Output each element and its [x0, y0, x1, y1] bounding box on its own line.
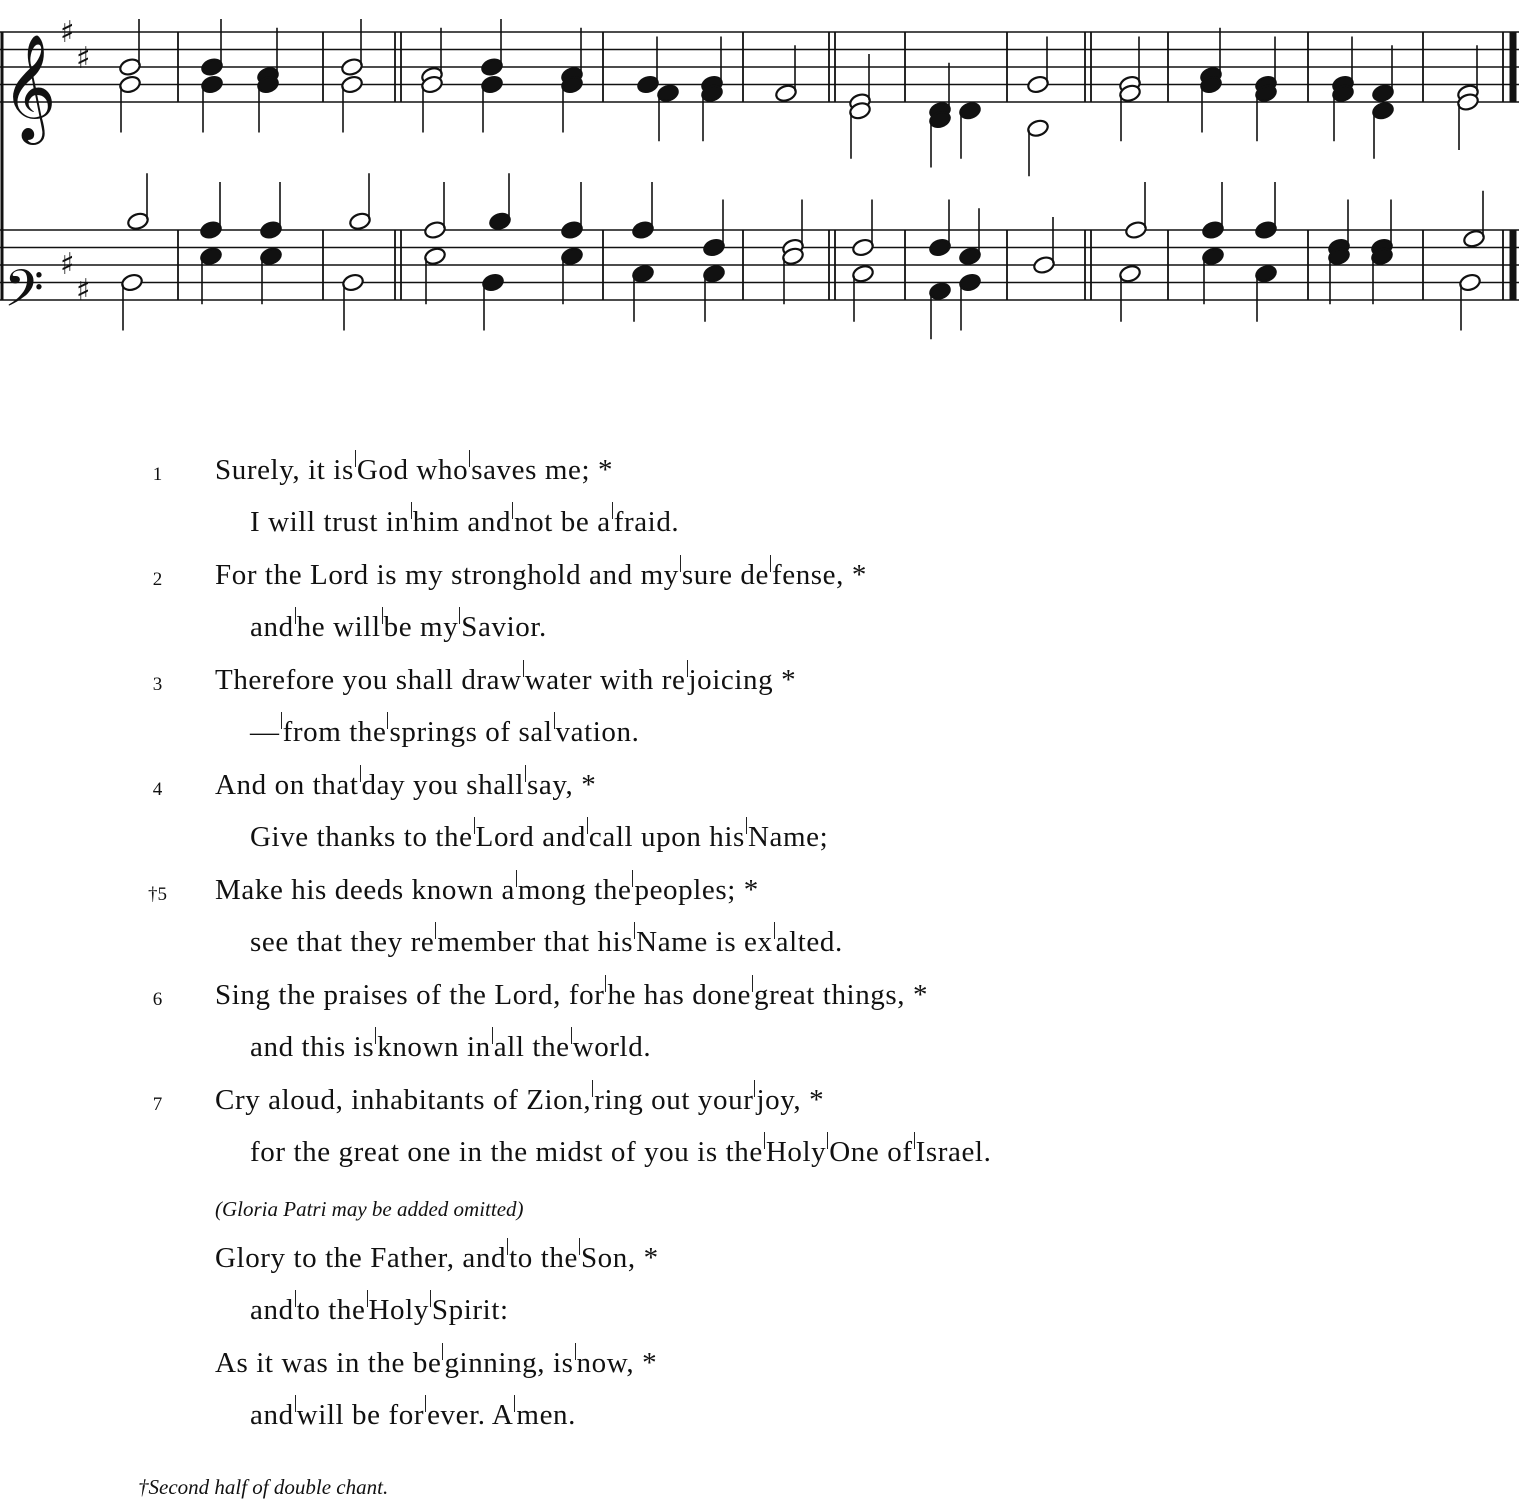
pointing-mark: [764, 1132, 765, 1149]
footnote: †Second half of double chant.: [138, 1475, 389, 1499]
verse-first-half: Therefore you shall draw water with re joicing *: [215, 660, 796, 697]
verse-number: 1: [152, 464, 163, 485]
verse-first-half: And on that day you shall say, *: [215, 765, 596, 802]
pointing-mark: [914, 1132, 915, 1149]
pointing-mark: [612, 502, 613, 519]
pointing-mark: [525, 765, 526, 782]
music-score: [0, 0, 1519, 400]
pointing-mark: [752, 975, 753, 992]
pointing-mark: [295, 1395, 296, 1412]
verse-number: †5: [148, 884, 167, 905]
pointing-mark: [554, 712, 555, 729]
verse-number: 6: [152, 989, 163, 1010]
pointing-mark: [827, 1132, 828, 1149]
pointing-mark: [632, 870, 633, 887]
sharp-icon: ♯: [76, 41, 91, 76]
sharp-icon: ♯: [76, 273, 91, 308]
verse-number: 3: [152, 674, 163, 695]
gloria-first-half: Glory to the Father, and to the Son, *: [215, 1238, 659, 1275]
verse-number: 4: [152, 779, 163, 800]
pointing-mark: [680, 555, 681, 572]
pointing-mark: [425, 1395, 426, 1412]
pointing-mark: [592, 1080, 593, 1097]
pointing-mark: [514, 1395, 515, 1412]
pointing-mark: [579, 1238, 580, 1255]
pointing-mark: [605, 975, 606, 992]
pointing-mark: [754, 1080, 755, 1097]
verse-first-half: Make his deeds known a mong the peoples; *: [215, 870, 759, 907]
pointing-mark: [367, 1290, 368, 1307]
pointing-mark: [575, 1343, 576, 1360]
gloria-first-half: As it was in the be ginning, is now, *: [215, 1343, 657, 1380]
pointing-mark: [516, 870, 517, 887]
verse-first-half: For the Lord is my stronghold and my sure de fense, *: [215, 555, 867, 592]
pointing-mark: [774, 922, 775, 939]
bass-clef-icon: 𝄢: [4, 258, 44, 331]
pointing-mark: [355, 450, 356, 467]
pointing-mark: [295, 1290, 296, 1307]
pointing-mark: [430, 1290, 431, 1307]
verse-first-half: Surely, it is God who saves me; *: [215, 450, 613, 487]
verse-number: 7: [152, 1094, 163, 1115]
sharp-icon: ♯: [60, 15, 75, 50]
verse-second-half: — from the springs of sal vation.: [250, 712, 639, 749]
pointing-mark: [435, 922, 436, 939]
pointing-mark: [295, 607, 296, 624]
verse-second-half: and this is known in all the world.: [250, 1027, 651, 1064]
pointing-mark: [687, 660, 688, 677]
pointing-mark: [387, 712, 388, 729]
gloria-second-half: and to the Holy Spirit:: [250, 1290, 509, 1327]
pointing-mark: [281, 712, 282, 729]
verse-number: 2: [152, 569, 163, 590]
verse-second-half: and he will be my Savior.: [250, 607, 547, 644]
pointing-mark: [382, 607, 383, 624]
pointing-mark: [512, 502, 513, 519]
verse-second-half: Give thanks to the Lord and call upon his Name;: [250, 817, 828, 854]
verse-second-half: I will trust in him and not be a fraid.: [250, 502, 679, 539]
pointing-mark: [634, 922, 635, 939]
sharp-icon: ♯: [60, 247, 75, 282]
pointing-mark: [746, 817, 747, 834]
pointing-mark: [770, 555, 771, 572]
verse-second-half: see that they re member that his Name is ex alted.: [250, 922, 843, 959]
pointing-mark: [507, 1238, 508, 1255]
pointing-mark: [459, 607, 460, 624]
pointing-mark: [442, 1343, 443, 1360]
pointing-mark: [469, 450, 470, 467]
pointing-mark: [571, 1027, 572, 1044]
verse-second-half: for the great one in the midst of you is the Holy One of Israel.: [250, 1132, 991, 1169]
treble-clef-icon: 𝄞: [2, 33, 57, 140]
pointing-mark: [411, 502, 412, 519]
pointing-mark: [492, 1027, 493, 1044]
pointing-mark: [587, 817, 588, 834]
pointing-mark: [360, 765, 361, 782]
verse-first-half: Sing the praises of the Lord, for he has done great things, *: [215, 975, 928, 1012]
pointing-mark: [523, 660, 524, 677]
pointing-mark: [474, 817, 475, 834]
verse-first-half: Cry aloud, inhabitants of Zion, ring out your joy, *: [215, 1080, 824, 1117]
gloria-note: (Gloria Patri may be added omitted): [215, 1197, 524, 1221]
gloria-second-half: and will be for ever. A men.: [250, 1395, 576, 1432]
pointing-mark: [375, 1027, 376, 1044]
